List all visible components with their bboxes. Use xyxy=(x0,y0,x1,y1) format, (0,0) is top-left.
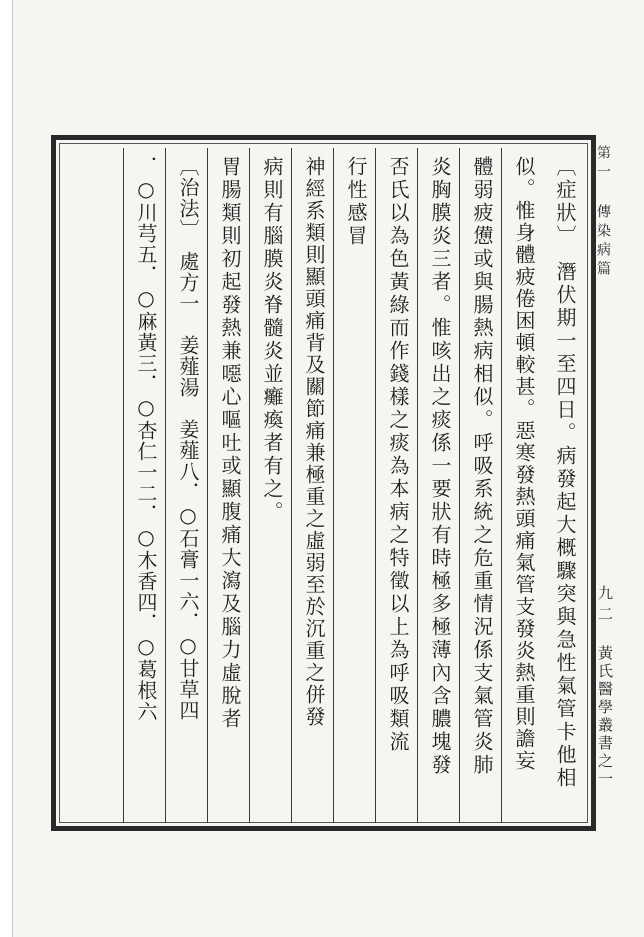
column-text: 體弱疲憊或與腸熱病相似。呼吸系統之危重情況係支氣管炎肺 xyxy=(470,156,494,777)
column-text: 行性感冒 xyxy=(344,156,368,248)
book-page xyxy=(12,0,644,937)
column-text: 病則有腦膜炎脊髓炎並癱瘓者有之。 xyxy=(260,156,284,524)
column-text: 否氏以為色黃綠而作錢樣之痰為本病之特徵以上為呼吸類流 xyxy=(386,156,410,754)
column-text: 炎胸膜炎三者。惟咳出之痰係一要狀有時極多極薄內含膿塊發 xyxy=(428,156,452,777)
text-column-11 xyxy=(123,148,165,823)
column-text: 〔症狀〕 潛伏期一至四日。病發起大概驟突與急性氣管卡他相 xyxy=(553,156,577,790)
chapter-header: 第一 傳染病篇 xyxy=(595,145,611,280)
text-column-5 xyxy=(375,148,417,823)
text-column-3 xyxy=(459,148,501,823)
column-text: 〔治法〕 處方一 姜薤湯 姜薤八．○石膏一六．○甘草四 xyxy=(176,156,200,721)
series-title: 黃氏醫學叢書之一 xyxy=(596,645,614,789)
text-column-10 xyxy=(165,148,207,823)
column-text: ．○川芎五．○麻黃三．○杏仁一二．○木香四．○葛根六 xyxy=(134,156,158,722)
column-text: 胃腸類則初起發熱兼噁心嘔吐或顯腹痛大瀉及腦力虛脫者 xyxy=(218,156,242,731)
text-column-6 xyxy=(333,148,375,823)
text-column-4 xyxy=(417,148,459,823)
column-text: 神經系類則顯頭痛背及關節痛兼極重之虛弱至於沉重之併發 xyxy=(302,156,326,728)
page-number: 九二 xyxy=(596,585,614,627)
text-column-1 xyxy=(543,148,585,823)
text-column-9 xyxy=(207,148,249,823)
text-column-2 xyxy=(501,148,543,823)
text-column-7 xyxy=(291,148,333,823)
text-column-8 xyxy=(249,148,291,823)
column-text: 似。惟身體疲倦困頓較甚。惡寒發熱頭痛氣管支發炎熱重則譫妄 xyxy=(512,156,536,772)
